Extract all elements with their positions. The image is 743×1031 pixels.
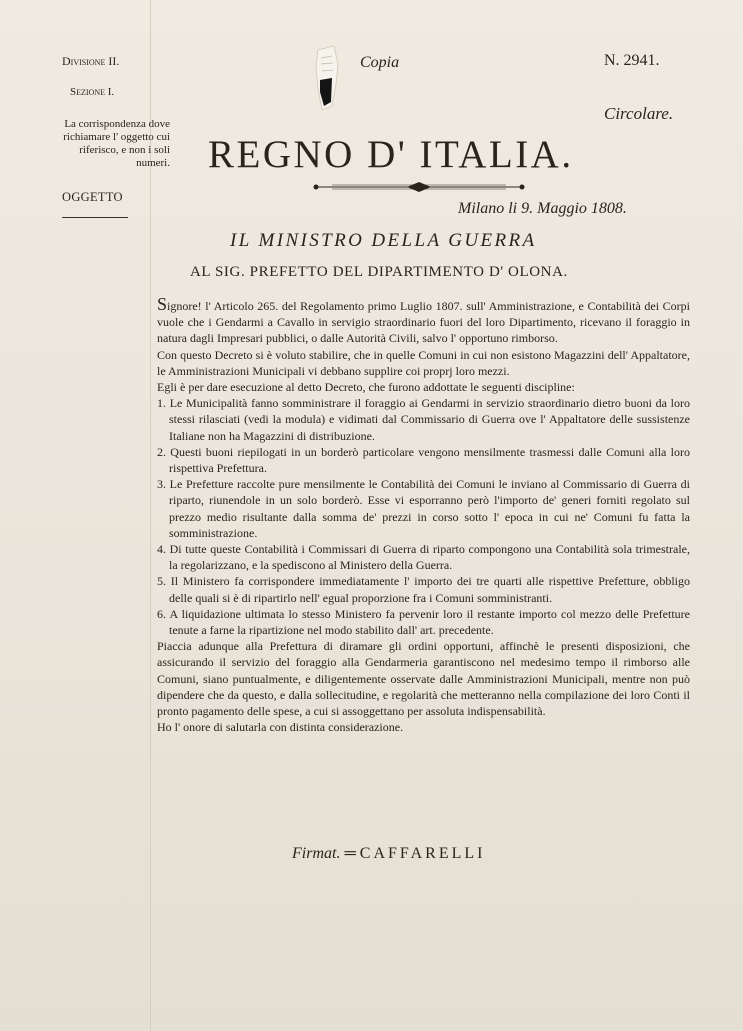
discipline-item-4: 4. Di tutte queste Contabilità i Commissari di Guerra di riparto compongono una Contabilità sola trimestrale, la regolarizzano, e la spediscono al Ministero della Guerra.	[157, 542, 690, 573]
paragraph-3: Egli è per dare esecuzione al detto Decreto, che furono addottate le seguenti discipline:	[157, 380, 575, 395]
kingdom-title: REGNO D' ITALIA.	[208, 133, 574, 176]
discipline-item-3: 3. Le Prefetture raccolte pure mensilmente le Contabilità dei Comuni le inviano al Commissario di Guerra di riparto, riunendole in un solo borderò. Esse vi esporranno però l'importo de' generi forniti regolato sul prezzo medio risultante dalla somma de' prezzi in corso sotto l' epoca in cui ne' Comuni fu fatta la somministrazione.	[157, 477, 690, 540]
signature-name: CAFFARELLI	[359, 845, 486, 862]
section-label: Sezione I.	[70, 86, 115, 98]
circular-label: Circolare.	[604, 104, 674, 123]
signature	[292, 845, 486, 863]
paragraph-4: Piaccia adunque alla Prefettura di diramare gli ordini opportuni, affinchè le presenti disposizioni, che assicurando il servizio del foraggio alla Gendarmeria garantiscono nel medesimo tempo il rimborso alle Comuni, siano puntualmente, e diligentemente osservate dalle Amministrazioni Municipali, mentre non può dipendere che da questo, e dalla sollecitudine, e regolarità che metteranno nella compilazione dei loro Conti il pronto pagamento delle spese, a cui si assoggettano per assoluta indispensabilità.	[157, 639, 690, 719]
discipline-item-2: 2. Questi buoni riepilogati in un borderò particolare vengono mensilmente trasmessi dalle Comuni alla loro rispettiva Prefettura.	[157, 444, 690, 476]
place-date: Milano li 9. Maggio 1808.	[458, 200, 627, 217]
wax-seal-remnant	[312, 44, 342, 114]
discipline-item-5: 5. Il Ministero fa corrispondere immediatamente l' importo dei tre quarti alle rispettive Prefetture, obbligo delle quali si è di ripartirlo nell' egual proporzione fra i Comuni somministranti.	[157, 574, 690, 605]
title-ornament-rule	[312, 180, 526, 194]
paragraph-2: Con questo Decreto si è voluto stabilire, che in quelle Comuni in cui non esistono Magazzini dell' Appaltatore, le Amministrazioni Municipali vi debbano supplire coi proprj loro mezzi.	[157, 347, 690, 378]
copy-label: Copia	[360, 54, 400, 71]
recipient-heading: AL SIG. PREFETTO DEL DIPARTIMENTO D' OLONA.	[190, 264, 568, 280]
discipline-item-6: 6. A liquidazione ultimata lo stesso Ministero fa pervenir loro il restante importo col mezzo delle Prefetture tenute a farne la ripartizione nel modo stabilito dall' art. precedente.	[157, 606, 690, 638]
salutation-initial: S	[157, 294, 168, 314]
signature-prefix: Firmat. ═	[292, 845, 356, 862]
discipline-item-1: 1. Le Municipalità fanno somministrare il foraggio ai Gendarmi in servizio straordinario dietro buoni da loro stessi rilasciati (vedi la modula) e vidimati dal Commissario di Guerra ove l' Appaltatore delle sussistenze Italiane non ha Magazzini di distribuzione.	[157, 396, 690, 443]
paragraph-1: Signore! l' Articolo 265. del Regolamento primo Luglio 1807. sull' Amministrazione, e Contabilità dei Corpi vuole che i Gendarmi a Cavallo in servigio straordinario fuori del loro Dipartimento, ricevano il foraggio in natura dagli Impresari pubblici, o dalle Autorità Civili, salvo l' opportuno rimborso.	[157, 294, 690, 346]
document-number: N. 2941.	[604, 52, 660, 69]
subject-label: OGGETTO	[62, 190, 123, 204]
margin-note: La corrispondenza dove richiamare l' oggetto cui riferisco, e non i soli numeri.	[63, 118, 170, 169]
division-label: Divisione II.	[62, 54, 120, 68]
paragraph-5: Ho l' onore di salutarla con distinta considerazione.	[157, 720, 404, 735]
subject-rule	[62, 217, 128, 218]
letter-body	[157, 296, 690, 735]
minister-heading: IL MINISTRO DELLA GUERRA	[230, 230, 537, 251]
